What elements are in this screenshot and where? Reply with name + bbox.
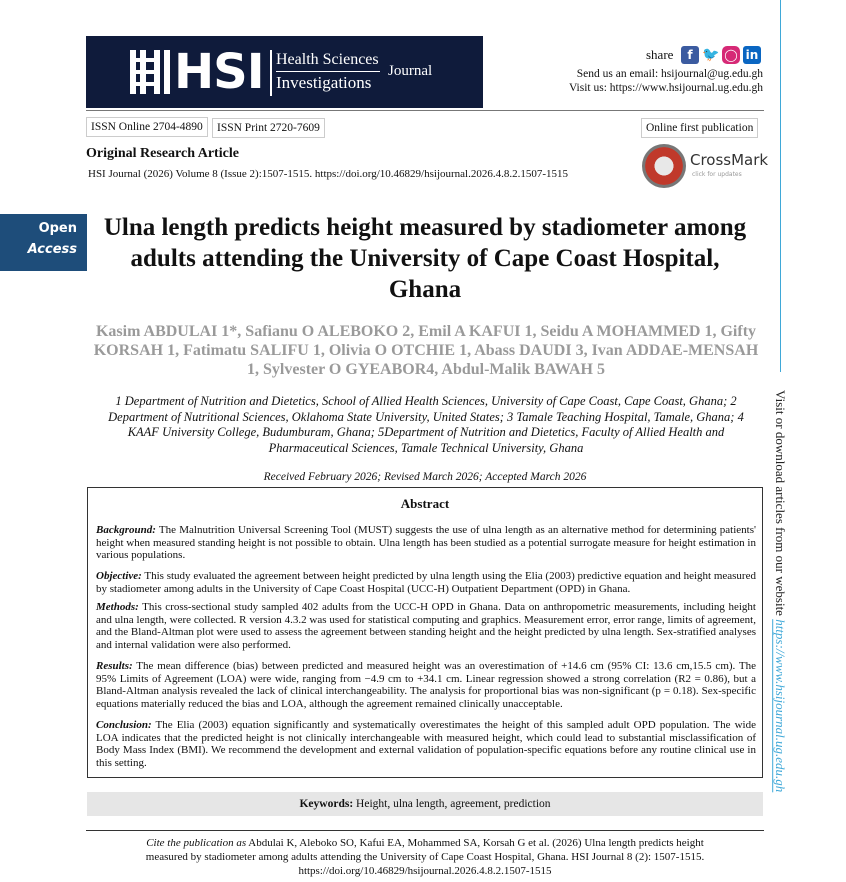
abstract-background: Background: The Malnutrition Universal Screening Tool (MUST) suggests the use of ulna length as an alternative method for determining patients' height when measured standing height is not possible to obtain. Ulna length has been studied as a potential surrogate measure for height estimation in various populations. [96, 524, 756, 561]
abstract-conclusion: Conclusion: The Elia (2003) equation significantly and systematically overestimates the height of this sampled adult OPD population. The wide LOA indicates that the predicted height is not clinically interchangeable with measured height, which could lead to substantial misclassification of Body Mass Index (BMI). We recommend the development and external validation of population-specific equations before any routine clinical use in this setting. [96, 719, 756, 769]
abstract-objective: Objective: This study evaluated the agreement between height predicted by ulna length using the Elia (2003) predictive equation and height measured by stadiometer among adults in the University of Cape Coast Hospital (UCC-H) Outpatient Department (OPD) in Ghana. [96, 570, 756, 595]
crossmark-icon[interactable] [642, 144, 686, 188]
logo-journal: Journal [388, 63, 433, 79]
logo-hsi-text: HSI [174, 44, 264, 100]
visit-line[interactable]: Visit us: https://www.hsijournal.ug.edu.gh [568, 82, 763, 94]
hsi-logo-icon [130, 50, 170, 94]
linkedin-icon[interactable]: in [743, 46, 761, 64]
issn-print: ISSN Print 2720-7609 [212, 118, 325, 138]
side-url-link[interactable]: https://www.hsijournal.ug.edu.gh [773, 619, 788, 793]
logo-line-2: Investigations [276, 73, 372, 92]
abstract-results: Results: The mean difference (bias) between predicted and measured height was an overestimation of +14.6 cm (95% CI: 13.6 cm,15.5 cm). The 95% Limits of Agreement (LOA) were wide, ranging from −4.9 cm to +34.1 cm. Linear regression showed a strong correlation (R2 = 0.86), but a Bland-Altman analysis revealed the lack of clinical interchangeability. The analysis for proportional bias was non-significant (p = 0.18). Sex-specific equations materially reduced the bias and LOA, although the agreement remained clinically unacceptable. [96, 660, 756, 710]
journal-banner [86, 36, 483, 108]
cite-label: Cite the publication as [146, 837, 247, 849]
article-title: Ulna length predicts height measured by stadiometer among adults attending the University of Cape Coast Hospital, Ghana [103, 214, 747, 303]
crossmark-sub: click for updates [692, 171, 742, 178]
instagram-icon[interactable]: ◯ [722, 46, 740, 64]
email-line[interactable]: Send us an email: hsijournal@ug.edu.gh [576, 68, 763, 80]
side-rule [780, 0, 781, 372]
keywords-value: Height, ulna length, agreement, prediction [356, 798, 551, 810]
logo-rule [276, 71, 380, 72]
cite-text: Abdulai K, Aleboko SO, Kafui EA, Mohammed SA, Korsah G et al. (2026) Ulna length predicts height measured by stadiometer among adults attending the University of Cape Coast Hospital, Ghana. HSI Journal 8 (2): 1507-1515. https://doi.org/10.46829/hsijournal.2026.4.8.2.1507-1515 [145, 837, 705, 877]
keywords-label: Keywords: [299, 798, 354, 810]
affiliations: 1 Department of Nutrition and Dietetics, School of Allied Health Sciences, University of Cape Coast, Cape Coast, Ghana; 2 Department of Nutritional Sciences, Oklahoma State University, United States; 3 Tamale Teaching Hospital, Tamale, Ghana; 4 KAAF University College, Budumburam, Ghana; 5Department of Nutrition and Dietetics, Faculty of Allied Health and Pharmaceutical Sciences, Tamale Technical University, Ghana [108, 394, 744, 455]
received-dates: Received February 2026; Revised March 2026; Accepted March 2026 [263, 471, 587, 483]
online-first-badge: Online first publication [641, 118, 758, 138]
header-divider [86, 110, 764, 111]
keywords-bar [87, 792, 763, 816]
cite-publication [130, 836, 720, 878]
open-access-line-2: Access [27, 242, 77, 257]
abstract-heading: Abstract [400, 496, 450, 511]
abstract-methods: Methods: This cross-sectional study sampled 402 adults from the UCC-H OPD in Ghana. Data on anthropometric measurements, including height and ulna length, were collected. R version 4.3.2 was used for statistical computing and graphics. Measurement error, error range, limits of agreement, and the Bland-Altman plot were used to assess the agreement between standing height and the height predicted by ulna length. Sex-stratified analyses and internal validation were also performed. [96, 601, 756, 651]
citation-line[interactable]: HSI Journal (2026) Volume 8 (Issue 2):1507-1515. https://doi.org/10.46829/hsijournal.2026.4.8.2.1507-1515 [88, 168, 569, 180]
side-banner [772, 390, 788, 792]
open-access-badge [0, 214, 87, 271]
logo-divider [270, 50, 272, 96]
facebook-icon[interactable]: f [681, 46, 699, 64]
issn-online: ISSN Online 2704-4890 [86, 117, 208, 137]
footer-divider [86, 830, 764, 831]
article-type: Original Research Article [86, 146, 239, 161]
side-text: Visit or download articles from our website [773, 390, 788, 616]
abstract-box [87, 487, 763, 778]
author-list: Kasim ABDULAI 1*, Safianu O ALEBOKO 2, Emil A KAFUI 1, Seidu A MOHAMMED 1, Gifty KORSAH 1, Fatimatu SALIFU 1, Olivia O OTCHIE 1, Abass DAUDI 3, Ivan ADDAE-MENSAH 1, Sylvester O GYEABOR4, Abdul-Malik BAWAH 5 [93, 323, 759, 378]
share-label: share [646, 47, 674, 62]
logo-line-1: Health Sciences [276, 51, 379, 68]
crossmark-label[interactable]: CrossMark [690, 151, 769, 169]
open-access-line-1: Open [38, 221, 77, 236]
twitter-icon[interactable]: 🐦 [702, 47, 720, 63]
